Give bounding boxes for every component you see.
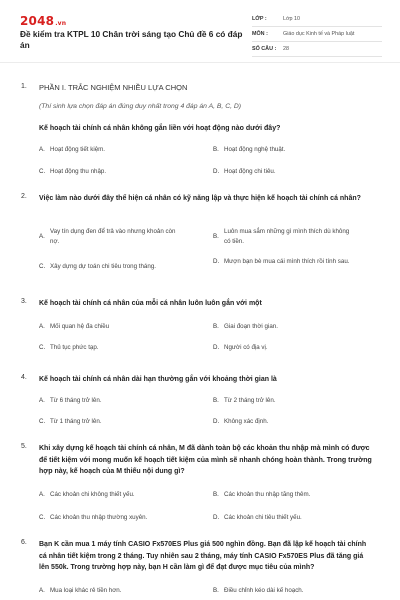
exam-content — [0, 62, 400, 600]
question-4-number: 4. — [21, 374, 27, 381]
option-text: Từ 1 tháng trở lên. — [50, 418, 102, 425]
option-letter: B. — [213, 323, 219, 330]
option-text: Không xác định. — [224, 418, 269, 425]
section-block — [0, 83, 400, 183]
question-6 — [0, 539, 400, 600]
option-text: Các khoản thu nhập tăng thêm. — [224, 491, 311, 498]
option-letter: A. — [39, 146, 45, 153]
question-6-text: Bạn K cần mua 1 máy tính CASIO Fx570ES Plus giá 500 nghìn đồng. Bạn đã lập kế hoạch tài chính cá nhân tiết kiệm trong 2 tháng. Tuy nhiên sau 2 tháng, máy tính CASIO Fx570ES Plus đã tăng giá lên 550k. Trong trường hợp này, bạn H cần làm gì để đạt được mục tiêu của mình? — [39, 541, 367, 571]
exam-title: Đề kiểm tra KTPL 10 Chân trời sáng tạo Chủ đề 6 có đáp án — [20, 29, 243, 50]
meta-value-class: Lớp 10 — [283, 16, 301, 22]
question-6-number: 6. — [21, 539, 27, 546]
option-letter: A. — [39, 491, 45, 498]
option-text: Vay tín dụng đen để trả vào nhưng khoản còn nợ. — [50, 228, 176, 245]
question-5-option-a[interactable] — [39, 490, 180, 500]
question-2-text: Việc làm nào dưới đây thể hiện cá nhân có kỹ năng lập và thực hiện kế hoạch tài chính cá nhân? — [39, 195, 361, 202]
option-letter: C. — [39, 344, 46, 351]
page-header — [0, 0, 400, 62]
question-6-option-a[interactable] — [39, 586, 180, 596]
question-2 — [0, 193, 400, 283]
option-letter: D. — [213, 258, 220, 265]
meta-key-subject: MÔN : — [252, 31, 268, 37]
question-3 — [0, 298, 400, 358]
logo-main-text: 2048 — [20, 14, 55, 28]
option-letter: C. — [39, 418, 46, 425]
option-text: Các khoản chi tiêu thiết yếu. — [224, 514, 302, 521]
option-letter: B. — [213, 397, 219, 404]
option-text: Từ 2 tháng trở lên. — [224, 397, 276, 404]
question-1-option-d[interactable] — [213, 167, 354, 177]
question-4-option-c[interactable] — [39, 417, 180, 427]
exam-meta-table — [252, 12, 382, 57]
question-4-option-a[interactable] — [39, 396, 180, 406]
option-letter: C. — [39, 263, 46, 270]
option-text: Hoạt động tiết kiệm. — [50, 146, 106, 153]
option-letter: B. — [213, 491, 219, 498]
question-4-option-b[interactable] — [213, 396, 354, 406]
question-2-number: 2. — [21, 193, 27, 200]
question-1-option-a[interactable] — [39, 145, 180, 155]
site-logo[interactable] — [20, 14, 66, 28]
option-letter: C. — [39, 514, 46, 521]
question-5-text: Khi xây dựng kế hoạch tài chính cá nhân, M đã dành toàn bộ các khoản thu nhập mà mình có được để tiết kiệm với mong muốn kế hoạch tiết kiệm của mình sẽ nhanh chóng hoàn thành. Trong trường hợp này, kế hoạch của M thiếu nội dung gì? — [39, 445, 372, 475]
meta-row-question-count — [252, 42, 382, 57]
meta-row-class — [252, 12, 382, 27]
question-3-text: Kế hoạch tài chính cá nhân của mỗi cá nhân luôn luôn gắn với một — [39, 300, 262, 307]
question-5 — [0, 443, 400, 533]
option-text: Giai đoạn thời gian. — [224, 323, 278, 330]
option-letter: B. — [213, 587, 219, 594]
question-2-option-c[interactable] — [39, 262, 180, 272]
section-title: PHẦN I. TRẮC NGHIỆM NHIỀU LỰA CHỌN — [39, 83, 188, 92]
question-5-option-b[interactable] — [213, 490, 354, 500]
option-text: Người có địa vị. — [224, 344, 268, 351]
question-3-option-b[interactable] — [213, 322, 354, 332]
question-2-option-a[interactable] — [39, 227, 180, 247]
meta-value-subject: Giáo dục Kinh tế và Pháp luật — [283, 31, 355, 37]
question-1-option-b[interactable] — [213, 145, 354, 155]
option-text: Hoạt động nghệ thuật. — [224, 146, 286, 153]
question-2-option-b[interactable] — [213, 227, 354, 247]
question-4-option-d[interactable] — [213, 417, 354, 427]
option-text: Từ 6 tháng trở lên. — [50, 397, 102, 404]
question-3-number: 3. — [21, 298, 27, 305]
question-3-option-a[interactable] — [39, 322, 180, 332]
option-text: Thủ tục phức tạp. — [50, 344, 99, 351]
question-1-option-c[interactable] — [39, 167, 180, 177]
option-text: Mượn bạn bè mua cái mình thích rồi tính sau. — [224, 258, 350, 265]
meta-row-subject — [252, 27, 382, 42]
question-2-option-d[interactable] — [213, 257, 354, 267]
option-text: Mua loại khác rẻ tiền hơn. — [50, 587, 122, 594]
option-text: Xây dựng dự toán chi tiêu trong tháng. — [50, 263, 156, 270]
question-5-number: 5. — [21, 443, 27, 450]
section-instruction: (Thí sinh lựa chọn đáp án đúng duy nhất trong 4 đáp án A, B, C, D) — [39, 103, 242, 110]
question-3-option-d[interactable] — [213, 343, 354, 353]
option-letter: A. — [39, 587, 45, 594]
option-text: Hoạt động chi tiêu. — [224, 168, 276, 175]
option-letter: D. — [213, 418, 220, 425]
option-text: Điều chỉnh kéo dài kế hoạch. — [224, 587, 304, 594]
question-3-option-c[interactable] — [39, 343, 180, 353]
logo-domain-text: .vn — [55, 20, 67, 27]
question-4 — [0, 374, 400, 434]
option-letter: A. — [39, 323, 45, 330]
meta-value-question-count: 28 — [283, 46, 289, 52]
meta-key-question-count: SỐ CÂU : — [252, 46, 277, 52]
option-letter: D. — [213, 344, 220, 351]
question-6-option-b[interactable] — [213, 586, 354, 596]
section-number: 1. — [21, 83, 27, 90]
option-text: Các khoản thu nhập thường xuyên. — [50, 514, 148, 521]
question-4-text: Kế hoạch tài chính cá nhân dài hạn thường gắn với khoảng thời gian là — [39, 376, 277, 383]
question-5-option-d[interactable] — [213, 513, 354, 523]
option-text: Hoạt động thu nhập. — [50, 168, 107, 175]
option-letter: A. — [39, 397, 45, 404]
meta-key-class: LỚP : — [252, 16, 267, 22]
option-letter: D. — [213, 168, 220, 175]
option-letter: A. — [39, 233, 45, 240]
option-letter: B. — [213, 146, 219, 153]
question-5-option-c[interactable] — [39, 513, 180, 523]
option-text: Mối quan hệ đa chiều — [50, 323, 110, 330]
option-letter: C. — [39, 168, 46, 175]
question-1-text: Kế hoạch tài chính cá nhân không gắn liền với hoạt động nào dưới đây? — [39, 125, 281, 132]
option-letter: B. — [213, 233, 219, 240]
option-text: Luôn mua sắm những gì mình thích dù không có tiền. — [224, 228, 350, 245]
option-letter: D. — [213, 514, 220, 521]
option-text: Các khoản chi không thiết yếu. — [50, 491, 135, 498]
